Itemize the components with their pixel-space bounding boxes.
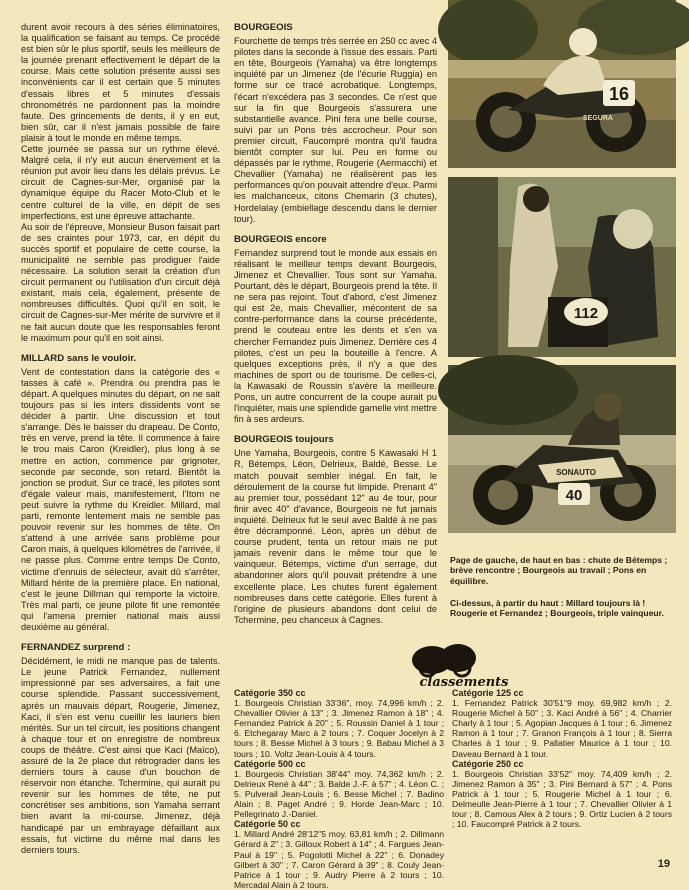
- results-list-50: 1. Millard André 28'12"5 moy. 63,81 km/h ; 2. Dillmann Gérard à 2" ; 3. Gilloux Robert à 14" ; 4. Fargues Jean-Paul à 19" ; 5. Pogolotti Michel à 22" ; 6. Donadey Gilbert à 30" ; 7. Caron Gérard à 39" ; 8. Couly Jean-Patrice à 1 tour ; 9. Audry Pierre à 2 tours ; 10. Mercadal Alain à 2 tours.: [234, 829, 444, 890]
- paragraph: durent avoir recours à des séries éliminatoires, la qualification se faisant au temps. Ce procédé est bien sûr le plus sportif, seuls les meilleurs de la journée prenant effectivement le départ de la course. Mais cette solution présente aussi ses inconvénients car il est certain que 5 minutes d'essais libres et 5 minutes d'essais chronométrés ne pardonnent pas la moindre faute. Des grincements de dents, il y en eut, bien sûr, car il n'est jamais possible de faire plaisir à tout le monde en même temps.: [21, 22, 220, 143]
- results-list-125: 1. Fernandez Patrick 30'51"9 moy. 69,982 km/h ; 2. Rougerie Michel à 50" ; 3. Kaci André à 56" ; 4. Charrier Charly à 1 tour ; 5. Agopian Jacques à 1 tour ; 6. Jimenez Ramon à 1 tour ; 7. Granon François à 1 tour ; 8. Sierra Charles à 1 tour ; 9. Pallatier Maurice à 1 tour ; 10. Daveau Bernard à 1 tour.: [452, 698, 672, 759]
- results-heading-350: Catégorie 350 cc: [234, 688, 306, 698]
- paragraph: Au soir de l'épreuve, Monsieur Buson faisait part de ses craintes pour 1973, car, en dépit du succès sportif et populaire de cette course, la municipalité ne semble pas prodiguer l'aide nécessaire. La solution serait la création d'un circuit permanent ou l'utilisation d'un circuit déjà existant, mais cela, également, présente de nombreuses difficultés. Quoi qu'il en soit, le circuit de Cagnes-sur-Mer mérite de survivre et il ne fait aucun doute que les responsables feront le maximum pour qu'il en soit ainsi.: [21, 221, 220, 343]
- results-heading-250: Catégorie 250 cc: [452, 758, 524, 769]
- photo-bourgeois-triple-winner: [448, 365, 676, 533]
- page-number: 19: [657, 858, 670, 870]
- section-heading-millard: MILLARD sans le vouloir.: [21, 352, 137, 364]
- race-number: 40: [565, 487, 583, 504]
- article-column-middle: [234, 22, 437, 626]
- paragraph: Cette journée se passa sur un rythme élevé. Malgré cela, il n'y eut aucun énervement et la réunion put avoir lieu dans les délais prévus. Le circuit de Cagnes-sur-Mer, organisé par la dynamique équipe du Racer Moto-Club et le centre culturel de la ville, en dépit de ses imperfections, est une épreuve attachante.: [21, 144, 220, 221]
- motorcycle-photo-3: [448, 365, 676, 533]
- paragraph: Vent de contestation dans la catégorie des « tasses à café ». Prendra ou prendra pas le départ. A quelques minutes du départ, on ne sait toujours pas si les inters dissidents vont se décider à partir. Une discussion et tout s'arrange. Dès le baisser du drapeau. De Conto, très en verve, prend la tête. Il commence à faire le trou mais Caron (Kreidler), plus long à se mettre en action, commence par grignoter, seconde par seconde, son retard. Bientôt la jonction se produit. Sur ce tracé, les pilotes sont d'égale valeur mais, manifestement, l'Itom ne peut suivre la rythme du Kreidler. Millard, mal parti, remonte lentement mais ne semble pas pouvoir revenir sur les hommes de tête. On s'attend à une arrivée sans problème pour Caron mais, à quelques kilomètres de l'arrivée, il ne passe plus. Comme entre temps De Conto, victime d'ennuis de sélecteur, avait dû s'arrêter, Millard hérite de la première place. En national, c'est le jeune Dillman qui remporte la victoire. Très mal parti, ce jeune pilote fit une remontée qui l'amena premier national mais aussi deuxième au général.: [21, 366, 220, 632]
- photo-millard-racing: [448, 0, 676, 168]
- photo-caption-previous-page: Page de gauche, de haut en bas : chute de Bétemps ; brève rencontre ; Bourgeois au travail ; Pons en équilibre.: [450, 555, 668, 586]
- results-list-500: 1. Bourgeois Christian 38'44" moy. 74,362 km/h ; 2. Delrieux René à 44" ; 3. Balde J.-F. à 57" ; 4. Léon C. ; 5. Pulverail Jean-Louis ; 6. Besse Michel ; 7. Badino Alain ; 8. Paget André ; 9. Horde Jean-Marc ; 10. Pellegrinato J.-Daniel.: [234, 768, 444, 820]
- motorcycle-photo-1: [448, 0, 676, 168]
- section-heading-fernandez: FERNANDEZ surprend :: [21, 642, 131, 654]
- photo-caption-this-page: Ci-dessus, à partir du haut : Millard toujours là ! Rougerie et Fernandez ; Bourgeois, triple vainqueur.: [450, 598, 664, 619]
- classements-logo: [402, 638, 532, 692]
- results-list-250: 1. Bourgeois Christian 33'52" moy. 74,409 km/h ; 2. Jimenez Ramon à 35" ; 3. Pini Bernard à 57" ; 4. Pons Patrick à 1 tour ; 5. Rougerie Michel à 1 tour ; 6. Delmeulle Jean-Pierre à 1 tour ; 7. Chevallier Olivier à 1 tour ; 8. Camous Alex à 2 tours ; 9. Ortiz Lucien à 2 tours ; 10. Faucompré Patrick à 2 tours.: [452, 768, 672, 830]
- results-heading-500: Catégorie 500 cc: [234, 758, 306, 769]
- race-number: 112: [573, 305, 599, 322]
- section-heading-bourgeois-encore: BOURGEOIS encore: [234, 233, 327, 245]
- results-column-left: [234, 688, 444, 890]
- results-list-350: 1. Bourgeois Christian 33'36", moy. 74,996 km/h ; 2. Chevallier Olivier à 13" ; 3. Jimenez Ramon à 18" ; 4. Fernandez Patrick à 20" ; 5. Roussin Daniel à 1 tour ; 6. Etchegaray Marc à 2 tours ; 7. Coquer Jocelyn à 2 tours ; 8. Besse Michel à 3 tours ; 9. Babau Michel à 3 tours ; 10. Voltz Jean-Louis à 4 tours.: [234, 698, 444, 759]
- sponsor-label: SEGURA: [583, 115, 613, 122]
- photo-rougerie-fernandez: [448, 177, 676, 357]
- sponsor-label: SONAUTO: [556, 468, 596, 477]
- section-heading-bourgeois: BOURGEOIS: [234, 22, 293, 33]
- classements-title: classements: [419, 675, 509, 690]
- results-heading-50: Catégorie 50 cc: [234, 819, 301, 830]
- paragraph: Fernandez surprend tout le monde aux essais en réalisant le meilleur temps devant Bourgeois, Jimenez et Chevallier. Tous sont sur Yamaha. Pourtant, dès le départ, Bourgeois prend la tête. Il ne sera pas rejoint. Tout d'abord, c'est Jimenez qui est 2e, mais Chevallier, mécontent de sa contre-performance dans la course précédente, prend le couteau entre les dents et s'en va chercher Fernandez puis Jimenez. Derrière ces 4 pilotes, c'est un peu la bouteille à l'encre. A quelques exceptions près, il n'y a que des machines de sport ou de tourisme. De celles-ci, la Kawasaki de Roussin s'avère la meilleure. Pons, un autre concurrent de la coupe aurait pu l'inquiéter, mais une splendide gamelle vint mettre fin à ses ardeurs.: [234, 247, 437, 425]
- paragraph: Fourchette de temps très serrée en 250 cc avec 4 pilotes dans la seconde à l'issue des essais. Parti en tête, Bourgeois (Yamaha) va être longtemps inquiété par un Jimenez (de l'écurie Ruggia) en forme sur ce tracé acrobatique. Longtemps, l'écart n'excédera pas 3 secondes. Ce n'est que sur la fin que Bourgeois s'assurera une substantielle avance. Pini fera une belle course, suivi par un Pons très accrocheur. Pour son premier circuit, Faucompré montra qu'il faudra bientôt compter sur lui. Peu en forme ou dépassés par le rythme, Rougerie (Aermacchi) et Chevallier (Yamaha) ne réalisèrent pas les performances qu'on pouvait attendre d'eux. Parmi les malchanceux, citons Chemarin (3 chutes), Hordelalay (embiellage descendu dans le dernier tour).: [234, 36, 437, 224]
- results-column-right: [452, 688, 672, 829]
- motorcycle-photo-2: [448, 177, 676, 357]
- paragraph: Une Yamaha, Bourgeois, contre 5 Kawasaki H 1 R, Bétemps, Léon, Delrieux, Baldé, Besse. Le match pouvait sembler inégal. En fait, le déroulement de la course fut limpide. Prenant 4" au premier tour, possédant 12" au 4e tour, pour finir avec 40" d'avance, Bourgeois ne fut jamais inquiété. Delrieux fut le seul avec Baldé à ne pas être décramponné. Léon, après un début de course prudent, tenta un retour mais ne put jamais revenir dans le même tour que le vainqueur. Bétemps, victime d'un serrage, dut abandonner alors qu'il pouvait prétendre à une excellente place. Les chutes furent également nombreuses dans cette catégorie. Elles furent à l'origine de plusieurs abandons dont celui de Tchermine, peu chanceux à Cagnes.: [234, 448, 437, 625]
- article-column-left: [21, 22, 220, 856]
- results-heading-125: Catégorie 125 cc: [452, 688, 524, 698]
- section-heading-bourgeois-toujours: BOURGEOIS toujours: [234, 434, 334, 446]
- paragraph: Décidément, le midi ne manque pas de talents. Le jeune Patrick Fernandez, nullement impressionné par ses adversaires, a fait une course splendide. Passant successivement, après un mauvais départ, Rougerie, Jimenez, Kaci, il s'en est venu cueillir les lauriers bien mérités. Sur un tel circuit, les positions changent à chaque tour et on enregistre de nombreux coups de théâtre. C'est ainsi que Kaci (Maïco), assuré de la 2e place dut rétrograder dans les derniers tours à cause d'un bouchon de réservoir non étanche. Tchermine, qui aurait pu revenir sur les hommes de tête, ne put concrétiser ses ambitions, son Yamaha serrant bien avant la mi-course. Jimenez, déjà handicapé par un embrayage défaillant aux essais, fut victime du même mal dans les derniers tours.: [21, 656, 220, 855]
- race-number: 16: [608, 84, 630, 104]
- motorcycle-logo-icon: [402, 638, 532, 692]
